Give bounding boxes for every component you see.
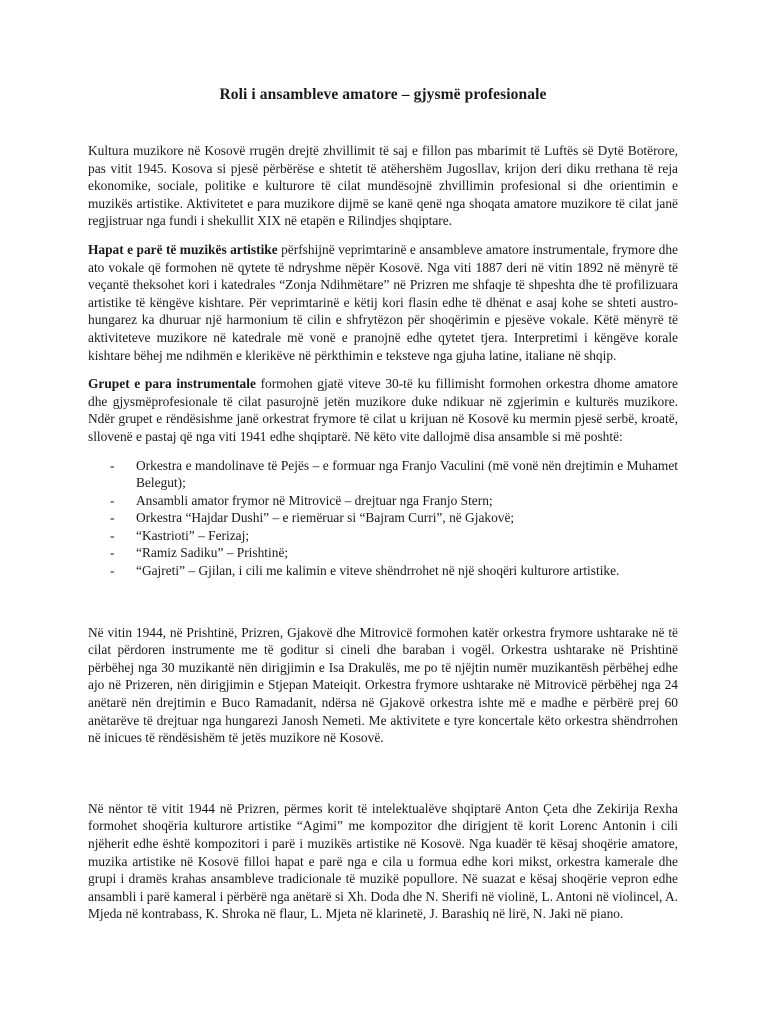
paragraph-instrumental-groups	[88, 375, 678, 445]
list-marker: -	[110, 510, 115, 526]
list-item-text: Orkestra “Hajdar Dushi” – e riemëruar si “Bajram Curri”, në Gjakovë;	[136, 510, 515, 526]
paragraph-spacer	[88, 580, 678, 624]
document-title: Roli i ansambleve amatore – gjysmë profesionale	[219, 86, 547, 103]
list-marker: -	[110, 563, 115, 579]
paragraph-first-steps-lead: Hapat e parë të muzikës artistike	[88, 241, 278, 257]
paragraph-intro-text: Kultura muzikore në Kosovë rrugën drejtë zhvillimit të saj e fillon pas mbarimit të Luftës së Dytë Botërore, pas vitit 1945. Kosova si pjesë përbërëse e shtetit të atëhershëm Jugosllav, krijon deri diku rrethana të reja ekonomike, sociale, politike e kulturore të cilat mundësojnë zhvillimin profesional si dhe orientimin e muzikës artistike. Aktivitetet e para muzikore dijmë se kanë qenë nga shoqata amatore muzikore të cilat janë regjistruar nga fundi i shekullit XIX në etapën e Rilindjes shqiptare.	[88, 143, 678, 229]
list-item-text: Orkestra e mandolinave të Pejës – e formuar nga Franjo Vaculini (më vonë nën drejtimin e Muhamet Belegut);	[136, 457, 678, 491]
document-page	[88, 86, 678, 934]
paragraph-first-steps	[88, 241, 678, 364]
list-marker: -	[110, 457, 115, 473]
paragraph-instrumental-groups-text: formohen gjatë viteve 30-të ku fillimisht formohen orkestra dhome amatore dhe gjysmëprofesionale të cilat pasurojnë jetën muzikore duke ndikuar në zgjerimin e kulturës muzikore. Ndër grupet e rëndësishme janë orkestrat frymore të cilat u krijuan në Kosovë ku mermin pjesë serbë, kroatë, sllovenë e pastaj që nga viti 1941 edhe shqiptarë. Në këto vite dallojmë disa ansamble si më poshtë:	[88, 376, 678, 444]
paragraph-intro	[88, 142, 678, 230]
list-item-text: Ansambli amator frymor në Mitrovicë – drejtuar nga Franjo Stern;	[136, 492, 493, 508]
list-item-text: “Gajreti” – Gjilan, i cili me kalimin e viteve shëndrrohet në një shoqëri kulturore artistike.	[136, 563, 620, 579]
list-item-text: “Kastrioti” – Ferizaj;	[136, 527, 250, 543]
list-item	[110, 527, 678, 545]
list-marker: -	[110, 545, 115, 561]
paragraph-agimi-society: Në nëntor të vitit 1944 në Prizren, përmes korit të intelektualëve shqiptarë Anton Çeta dhe Zekirija Rexha formohet shoqëria kulturore artistike “Agimi” me kompozitor dhe dirigjent të korit Lorenc Antonin i cili njëherit edhe është kompozitori i parë i muzikës artistike në Kosovë. Nga kuadër të kësaj shoqërie amatore, muzika artistike në Kosovë filloi hapat e parë nga e cila u formua edhe kori mikst, orkestra kamerale dhe grupi i dramës krahas ansambleve tradicionale të muzikë popullore. Në suazat e kësaj shoqërie vepron edhe ansambli i parë kameral i përbërë nga anëtarë si Xh. Doda dhe N. Sherifi në violinë, L. Antoni në violincel, A. Mjeda në kontrabass, K. Shroka në flaur, L. Mjeta në klarinetë, J. Barashiq në lirë, N. Jaki në piano.	[88, 800, 678, 922]
list-marker: -	[110, 492, 115, 508]
list-item	[110, 509, 678, 527]
paragraph-first-steps-text: përfshijnë veprimtarinë e ansambleve amatore instrumentale, frymore dhe ato vokale që formohen në qytete të ndryshme nëpër Kosovë. Nga viti 1887 deri në vitin 1892 në mënyrë të veçantë theksohet kori i katedrales “Zonja Ndihmëtare” në Prizren me shfaqje të shpeshta dhe të profilizuara artistike të këngëve kishtare. Për veprimtarinë e këtij kori flasin edhe të dhënat e asaj kohe se shteti austro-hungarez ka dhuruar një harmonium të cilin e shfrytëzon për shoqërimin e pjesëve vokale. Këtë mënyrë të aktiviteteve muzikore në katedrale më vonë e pranojnë edhe qytetet tjera. Interpretimi i këngëve korale kishtare bëhej me ndihmën e klerikëve në përkthimin e teksteve nga gjuha latine, italiane në shqip.	[88, 241, 679, 363]
list-item	[110, 544, 678, 562]
paragraph-military-orchestras: Në vitin 1944, në Prishtinë, Prizren, Gjakovë dhe Mitrovicë formohen katër orkestra frymore ushtarake në të cilat përdoren instrumente me të goditur si cineli dhe baraban i vogël. Orkestra ushtarake në Prishtinë përbëhej nga 30 muzikantë nën dirigjimin e Isa Drakulës, me po të njëjtin numër muzikantësh përbëhej edhe ajo në Prizeren, nën dirigjimin e Stjepan Mateiqit. Orkestra frymore ushtarake në Mitrovicë përbëhej nga 24 anëtarë nën drejtimin e Buco Ramadanit, ndërsa në Gjakovë orkestra ishte më e madhe e përbërë prej 60 anëtarëve të drejtuar nga hungarezi Janosh Nemeti. Me aktivitete e tyre koncertale këto orkestra shëndrrohen në inicues të rëndësishëm të jetës muzikore në Kosovë.	[88, 624, 678, 746]
list-item	[110, 492, 678, 510]
list-marker: -	[110, 527, 115, 543]
list-item-text: “Ramiz Sadiku” – Prishtinë;	[136, 545, 289, 561]
list-item	[110, 457, 678, 492]
paragraph-instrumental-groups-lead: Grupet e para instrumentale	[88, 376, 256, 392]
ensemble-list	[88, 457, 678, 580]
paragraph-spacer	[88, 758, 678, 800]
list-item	[110, 562, 678, 580]
